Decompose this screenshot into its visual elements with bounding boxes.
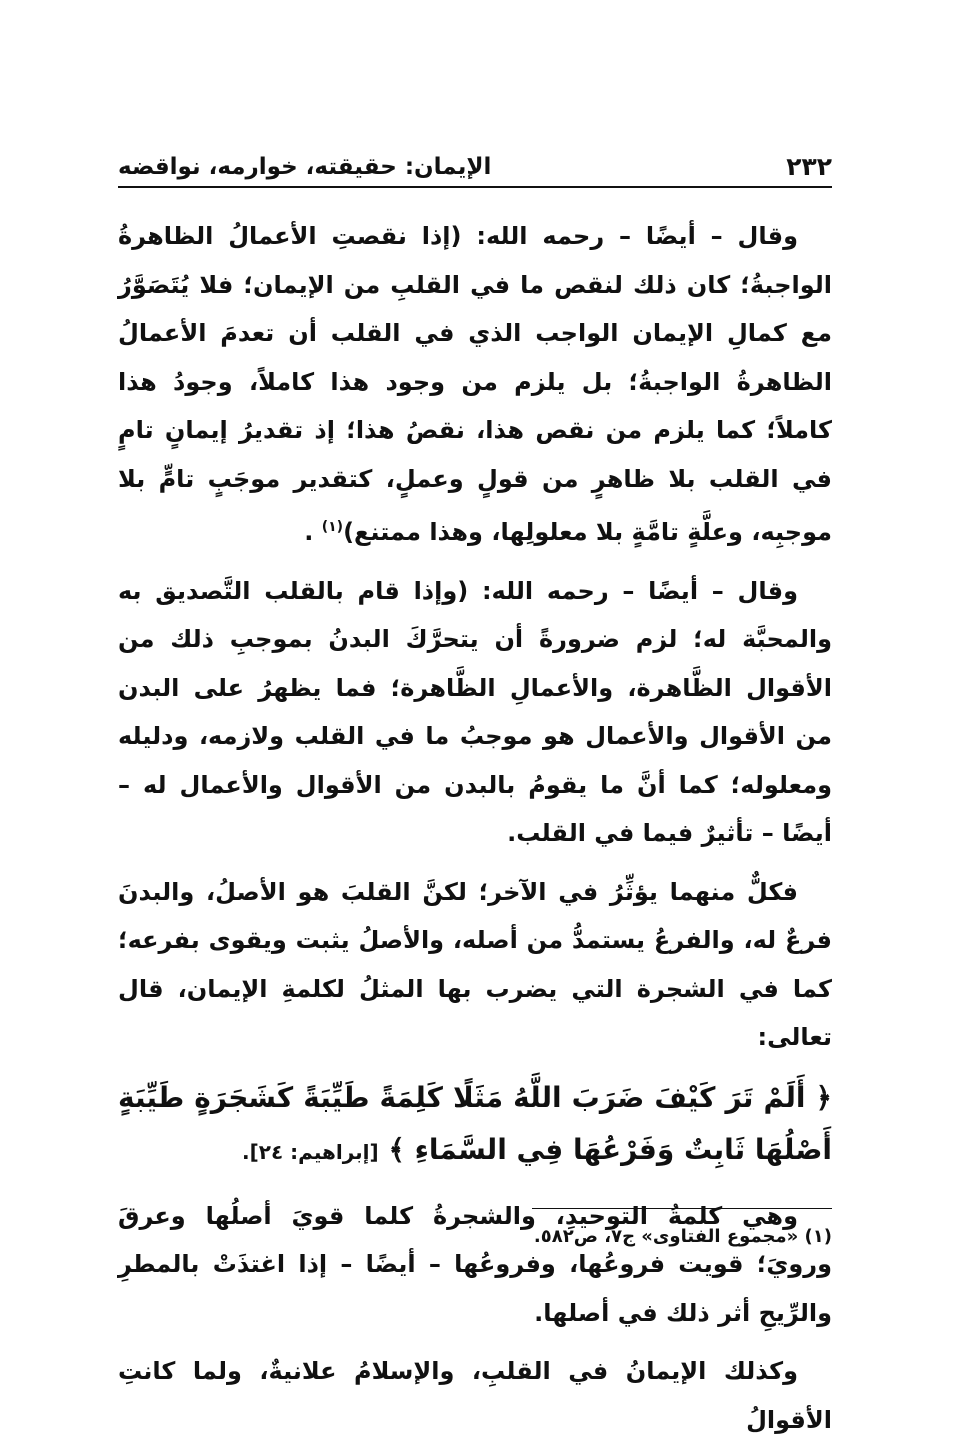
footnote: (١) «مجموع الفتاوى» ج٧، ص٥٨٢.: [533, 1226, 832, 1247]
footnote-rule: [532, 1208, 832, 1209]
page-body: [118, 212, 832, 1454]
page-number: ٢٣٢: [786, 152, 832, 181]
paragraph-5: وكذلك الإيمانُ في القلبِ، والإسلامُ علانيةٌ، ولما كانتِ الأقوالُ: [118, 1357, 832, 1434]
verse-reference: [إبراهيم: ٢٤].: [242, 1139, 379, 1164]
page-header: [118, 150, 832, 188]
footnote-marker: (١): [321, 519, 344, 535]
verse-text: ﴿ أَلَمْ تَرَ كَيْفَ ضَرَبَ اللَّهُ مَثَلًا كَلِمَةً طَيِّبَةً كَشَجَرَةٍ طَيِّبَةٍ أَصْلُهَا ثَابِتٌ وَفَرْعُهَا فِي السَّمَاءِ ﴾: [118, 1080, 832, 1166]
paragraph-2: وقال – أيضًا – رحمه الله: (وإذا قام بالقلب التَّصديق به والمحبَّة له؛ لزم ضرورةً أن يتحرَّكَ البدنُ بموجبِ ذلك من الأقوال الظَّاهرة، والأعمالِ الظَّاهرة؛ فما يظهرُ على البدن من الأقوال والأعمال هو موجبُ ما في القلب ولازمه، ودليله ومعلوله؛ كما أنَّ ما يقومُ بالبدن من الأقوال والأعمال له – أيضًا – تأثيرٌ فيما في القلب.: [118, 576, 832, 847]
quran-verse: [118, 1072, 832, 1178]
paragraph-4: وهي كلمةُ التوحيدِ، والشجرةُ كلما قويَ أصلُها وعرقَ ورويَ؛ قويت فروعُها، وفروعُها – أيضًا – إذا اغتذَتْ بالمطرِ والرِّيحِ أثر ذلك في أصلها.: [118, 1201, 832, 1327]
paragraph-3: فكلٌّ منهما يؤثِّرُ في الآخر؛ لكنَّ القلبَ هو الأصلُ، والبدنَ فرعٌ له، والفرعُ يستمدُّ من أصله، والأصلُ يثبت ويقوى بفرعه؛ كما في الشجرة التي يضرب بها المثلُ لكلمةِ الإيمان، قال تعالى:: [118, 877, 832, 1051]
header-rule: [118, 186, 832, 188]
running-title: الإيمان: حقيقته، خوارمه، نواقضه: [118, 154, 492, 180]
paragraph-1: وقال – أيضًا – رحمه الله: (إذا نقصتِ الأعمالُ الظاهرةُ الواجبةُ؛ كان ذلك لنقص ما في القلبِ من الإيمان؛ فلا يُتَصَوَّرُ مع كمالِ الإيمان الواجب الذي في القلب أن تعدمَ الأعمالُ الظاهرةُ الواجبةُ؛ بل يلزم من وجود هذا كاملاً، وجودُ هذا كاملاً؛ كما يلزم من نقص هذا، نقصُ هذا؛ إذ تقديرُ إيمانٍ تامٍ في القلب بلا ظاهرٍ من قولٍ وعملٍ، كتقدير موجَبٍ تامٍّ بلا موجبِه، وعلَّةٍ تامَّةٍ بلا معلولِها، وهذا ممتنع)$^{(١)}$ .: [118, 222, 832, 546]
